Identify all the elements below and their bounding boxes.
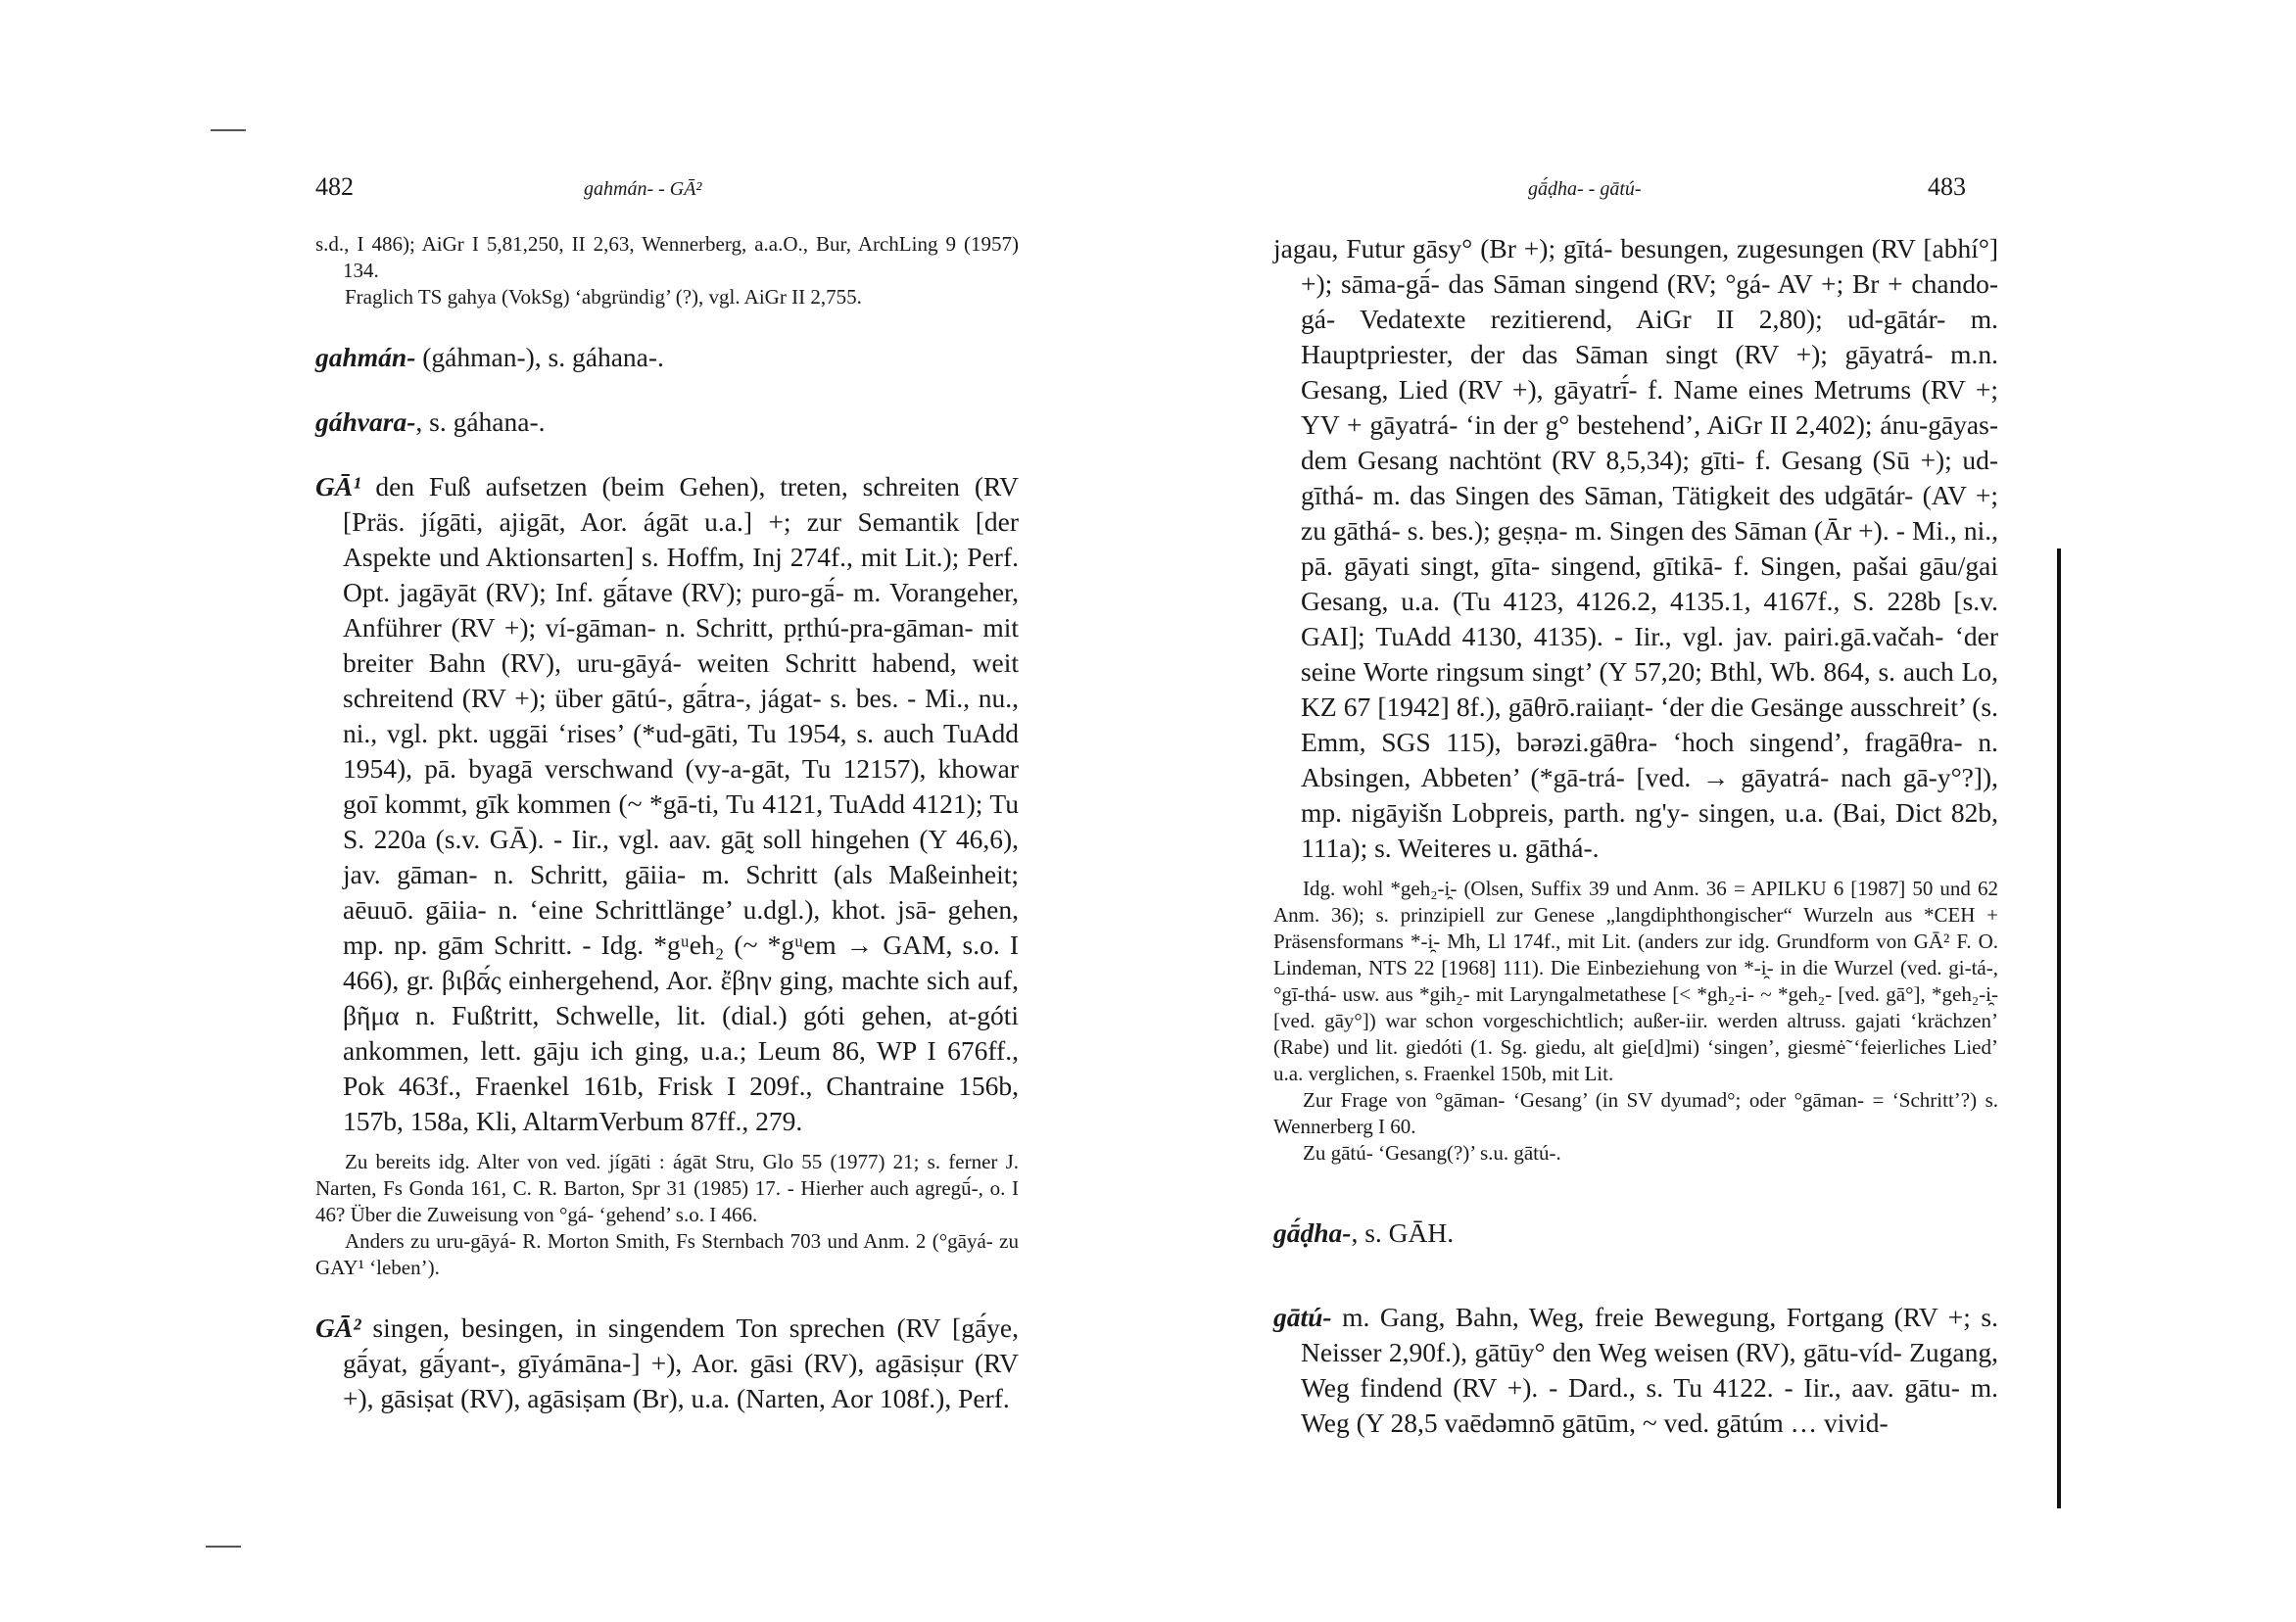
page-number-left: 482 xyxy=(315,172,354,201)
scan-mark xyxy=(206,1546,241,1548)
running-head-right: gā́ḍha- - gātú- xyxy=(1528,178,1642,200)
entry-continuation: s.d., I 486); AiGr I 5,81,250, II 2,63, Wennerberg, a.a.O., Bur, ArchLing 9 (1957) 134. xyxy=(315,232,1019,282)
entry-ga2 xyxy=(315,1311,1019,1416)
left-column xyxy=(315,231,1019,1416)
scan-mark xyxy=(211,129,246,131)
lemma: gahmán- xyxy=(315,342,416,372)
entry-ga2-continued: jagau, Futur gāsy° (Br +); gītá- besungen, zugesungen (RV [abhí°] +); sāma-gā́- das Sāman singend (RV; °gá- AV +; Br + chando-gá- Vedatexte rezitierend, AiGr II 2,80); ud-gātár- m. Hauptpriester, der das Sāman singt (RV +); gāyatrá- m.n. Gesang, Lied (RV +), gāyatrī́- f. Name eines Metrums (RV +; YV + gāyatrá- ‘in der g° bestehend’, AiGr II 2,402); ánu-gāyas- dem Gesang nachtönt (RV 8,5,34); gīti- f. Gesang (Sū +); ud-gīthá- m. das Singen des Sāman, Tätigkeit des udgātár- (AV +; zu gāthá- s. bes.); geṣṇa- m. Singen des Sāman (Ār +). - Mi., ni., pā. gāyati singt, gīta- singend, gītikā- f. Singen, pašai gāu/gai Gesang, u.a. (Tu 4123, 4126.2, 4135.1, 4167f., S. 228b [s.v. GAI]; TuAdd 4130, 4135). - Iir., vgl. jav. pairi.gā.vačah- ‘der seine Worte ringsum singt’ (Y 57,20; Bthl, Wb. 864, s. auch Lo, KZ 67 [1942] 8f.), gāθrō.raiiaṇt- ‘der die Gesänge ausschreit’ (s. Emm, SGS 115), bərəzi.gāθra- ‘hoch singend’, fragāθra- n. Absingen, Abbeten’ (*gā-trá- [ved. → gāyatrá- nach gā-y°?]), mp. nigāyišn Lobpreis, parth. ng'y- singen, u.a. (Bai, Dict 82b, 111a); s. Weiteres u. gāthá-. xyxy=(1273,233,1998,863)
lemma: GĀ² xyxy=(315,1312,361,1343)
entry-note: Idg. wohl *geh₂-i̯- (Olsen, Suffix 39 und Anm. 36 = APILKU 6 [1987] 50 und 62 Anm. 36); s. prinzipiell zur Genese „langdiphthongischer“ Wurzeln aus *CEH + Präsensformans *-i̯- Mh, Ll 174f., mit Lit. (anders zur idg. Grundform von GĀ² F. O. Lindeman, NTS 22 [1968] 111). Die Einbeziehung von *-i̯- in die Wurzel (ved. gi-tá-, °gī-thá- usw. aus *gih₂- mit Laryngalmetathese [< *gh₂-i- ~ *geh₂- [ved. gā°], *geh₂-i̯- [ved. gāy°]) war schon vorgeschichtlich; außer-iir. werden altruss. gajati ‘krächzen’ (Rabe) und lit. giedóti (1. Sg. giedu, alt gie[d]mi) ‘singen’, giesmė̃ ‘feierliches Lied’ u.a. verglichen, s. Fraenkel 150b, mit Lit. xyxy=(1273,877,1998,1085)
entry-text: m. Gang, Bahn, Weg, freie Bewegung, Fortgang (RV +; s. Neisser 2,90f.), gātūy° den Weg weisen (RV), gātu-víd- Zugang, Weg findend (RV +). - Dard., s. Tu 4122. - Iir., aav. gātu- m. Weg (Y 28,5 vaēdəmnō gātūm, ~ ved. gātúm … vivid- xyxy=(1301,1302,1998,1438)
entry-gahvara xyxy=(315,405,1019,440)
entry-ga1 xyxy=(315,469,1019,1139)
entry-note: Zu gātú- ‘Gesang(?)’ s.u. gātú-. xyxy=(1303,1141,1561,1165)
entry-note: Fraglich TS gahya (VokSg) ‘abgründig’ (?), vgl. AiGr II 2,755. xyxy=(345,285,862,309)
running-head-left: gahmán- - GĀ² xyxy=(584,178,702,200)
entry-note: Zu bereits idg. Alter von ved. jígāti : ágāt Stru, Glo 55 (1977) 21; s. ferner J. Narten, Fs Gonda 161, C. R. Barton, Spr 31 (1985) 17. - Hierher auch agregū́-, o. I 46? Über die Zuweisung von °gá- ‘gehend’ s.o. I 466. xyxy=(315,1150,1019,1226)
entry-note: Zur Frage von °gāman- ‘Gesang’ (in SV dyumad°; oder °gāman- = ‘Schritt’?) s. Wennerberg I 60. xyxy=(1273,1088,1998,1138)
entry-gahman xyxy=(315,340,1019,375)
page-number-right: 483 xyxy=(1928,172,1966,201)
lemma: GĀ¹ xyxy=(315,471,361,501)
entry-text: den Fuß aufsetzen (beim Gehen), treten, schreiten (RV [Präs. jígāti, ajigāt, Aor. ágāt u.a.] +; zur Semantik [der Aspekte und Aktionsarten] s. Hoffm, Inj 274f., mit Lit.); Perf. Opt. jagāyāt (RV); Inf. gā́tave (RV); puro-gā́- m. Vorangeher, Anführer (RV +); ví-gāman- n. Schritt, pṛthú-pra-gāman- mit breiter Bahn (RV), uru-gāyá- weiten Schritt habend, weit schreitend (RV +); über gātú-, gā́tra-, jágat- s. bes. - Mi., nu., ni., vgl. pkt. uggāi ‘rises’ (*ud-gāti, Tu 1954, s. auch TuAdd 1954), pā. byagā verschwand (vy-a-gāt, Tu 12157), khowar goī kommt, gīk kommen (~ *gā-ti, Tu 4121, TuAdd 4121); Tu S. 220a (s.v. GĀ). - Iir., vgl. aav. gāt̰ soll hingehen (Y 46,6), jav. gāman- n. Schritt, gāiia- m. Schritt (als Maßeinheit; aēuuō. gāiia- n. ‘eine Schrittlänge’ u.dgl.), khot. jsā- gehen, mp. np. gām Schritt. - Idg. *gᵘeh₂ (~ *gᵘem → GAM, s.o. I 466), gr. βιβᾱ́ς einhergehend, Aor. ἔβην ging, machte sich auf, βῆμα n. Fußtritt, Schwelle, lit. (dial.) góti gehen, at-góti ankommen, lett. gāju ich ging, u.a.; Leum 86, WP I 676ff., Pok 463f., Fraenkel 161b, Frisk I 209f., Chantraine 156b, 157b, 158a, Kli, AltarmVerbum 87ff., 279. xyxy=(343,471,1019,1136)
lemma: gáhvara- xyxy=(315,406,416,437)
entry-gadha xyxy=(1273,1216,1998,1251)
lemma: gātú- xyxy=(1273,1302,1332,1332)
entry-text: singen, besingen, in singendem Ton sprechen (RV [gā́ye, gā́yat, gā́yant-, gīyámāna-] +), Aor. gāsi (RV), agāsiṣur (RV +), gāsiṣat (RV), agāsiṣam (Br), u.a. (Narten, Aor 108f.), Perf. xyxy=(343,1312,1019,1413)
entry-text: , s. gáhana-. xyxy=(415,406,546,437)
entry-gatu xyxy=(1273,1300,1998,1441)
scan-edge-shadow xyxy=(2057,549,2061,1508)
right-page xyxy=(1148,0,2296,1622)
entry-note: Anders zu uru-gāyá- R. Morton Smith, Fs Sternbach 703 und Anm. 2 (°gāyá- zu GAY¹ ‘leben’). xyxy=(315,1229,1019,1279)
entry-text: (gáhman-), s. gáhana-. xyxy=(415,342,664,372)
entry-text: , s. GĀH. xyxy=(1351,1217,1455,1248)
lemma: gā́ḍha- xyxy=(1273,1217,1352,1248)
right-column xyxy=(1273,231,1998,1441)
